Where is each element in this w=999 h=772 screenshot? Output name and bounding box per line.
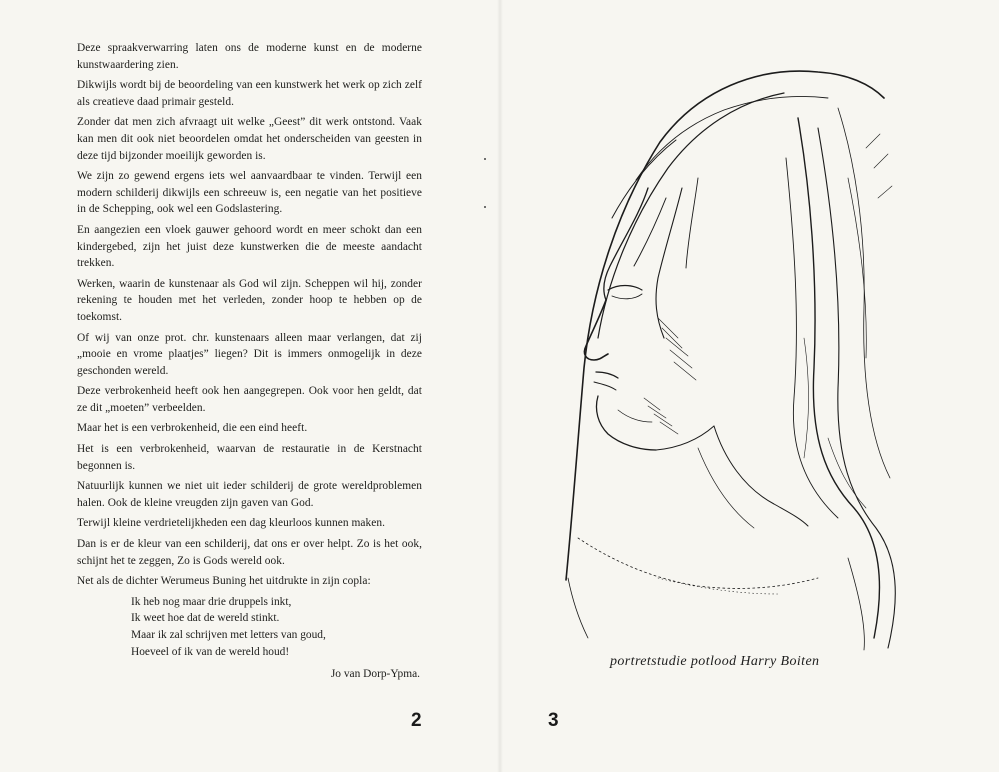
paragraph: Dan is er de kleur van een schilderij, dat ons er over helpt. Zo is het ook, schijnt het te zeggen, Zo is Gods wereld ook. bbox=[77, 538, 422, 567]
paragraph: Natuurlijk kunnen we niet uit ieder schilderij de grote wereldproblemen halen. Ook de kleine vreugden zijn gaven van God. bbox=[77, 480, 422, 509]
paragraph: Terwijl kleine verdrietelijkheden een dag kleurloos kunnen maken. bbox=[77, 517, 385, 530]
poem-line: Maar ik zal schrijven met letters van goud, bbox=[131, 629, 326, 641]
paragraph: Maar het is een verbrokenheid, die een eind heeft. bbox=[77, 422, 308, 435]
paragraph: Deze verbrokenheid heeft ook hen aangegrepen. Ook voor hen geldt, dat ze dit „moeten” verbeelden. bbox=[77, 385, 422, 414]
paper-speck bbox=[484, 158, 486, 160]
page-number-right: 3 bbox=[548, 710, 559, 731]
author-signature: Jo van Dorp-Ypma. bbox=[330, 668, 420, 681]
drawing-caption: portretstudie potlood Harry Boiten bbox=[610, 654, 820, 669]
poem-line: Ik weet hoe dat de wereld stinkt. bbox=[131, 612, 280, 625]
poem-line: Hoeveel of ik van de wereld houd! bbox=[131, 645, 290, 658]
paragraph: Of wij van onze prot. chr. kunstenaars alleen maar verlangen, dat zij „mooie en vrome plaatjes” liegen? Dit is immers onmogelijk in deze geschonden wereld. bbox=[77, 331, 422, 377]
paragraph: Het is een verbrokenheid, waarvan de restauratie in de Kerstnacht begonnen is. bbox=[77, 443, 422, 472]
paragraph: Dikwijls wordt bij de beoordeling van een kunstwerk het werk op zich zelf als creatieve daad primair gesteld. bbox=[77, 79, 422, 108]
paragraph: En aangezien een vloek gauwer gehoord wordt en meer schokt dan een kindergebed, zijn het juist deze kunstwerken die de meeste aandacht trekken. bbox=[77, 223, 422, 270]
left-page-text bbox=[77, 40, 422, 683]
paragraph: Net als de dichter Werumeus Buning het uitdrukte in zijn copla: bbox=[77, 575, 371, 588]
portrait-drawing bbox=[548, 38, 908, 658]
paragraph: Zonder dat men zich afvraagt uit welke „Geest” dit werk ontstond. Vaak kan men dit ook niet beoordelen omdat het onderscheiden van geesten in deze tijd bijzonder moeilijk geworden is. bbox=[77, 116, 422, 162]
paragraph: Werken, waarin de kunstenaar als God wil zijn. Scheppen wil hij, zonder rekening te houden met het verleden, zonder hoop te hebben op de toekomst. bbox=[77, 277, 422, 323]
poem-block bbox=[131, 594, 422, 660]
paragraph: We zijn zo gewend ergens iets wel aanvaardbaar te vinden. Terwijl een modern schilderij dikwijls een schreeuw is, een negatie van het positieve in de Schepping, ook wel een Godslastering. bbox=[77, 170, 422, 216]
paragraph: Deze spraakverwarring laten ons de moderne kunst en de moderne kunstwaardering zien. bbox=[77, 42, 422, 71]
page-number-left: 2 bbox=[411, 710, 422, 731]
paper-speck bbox=[484, 206, 486, 208]
page-gutter bbox=[497, 0, 503, 772]
poem-line: Ik heb nog maar drie druppels inkt, bbox=[131, 595, 292, 608]
